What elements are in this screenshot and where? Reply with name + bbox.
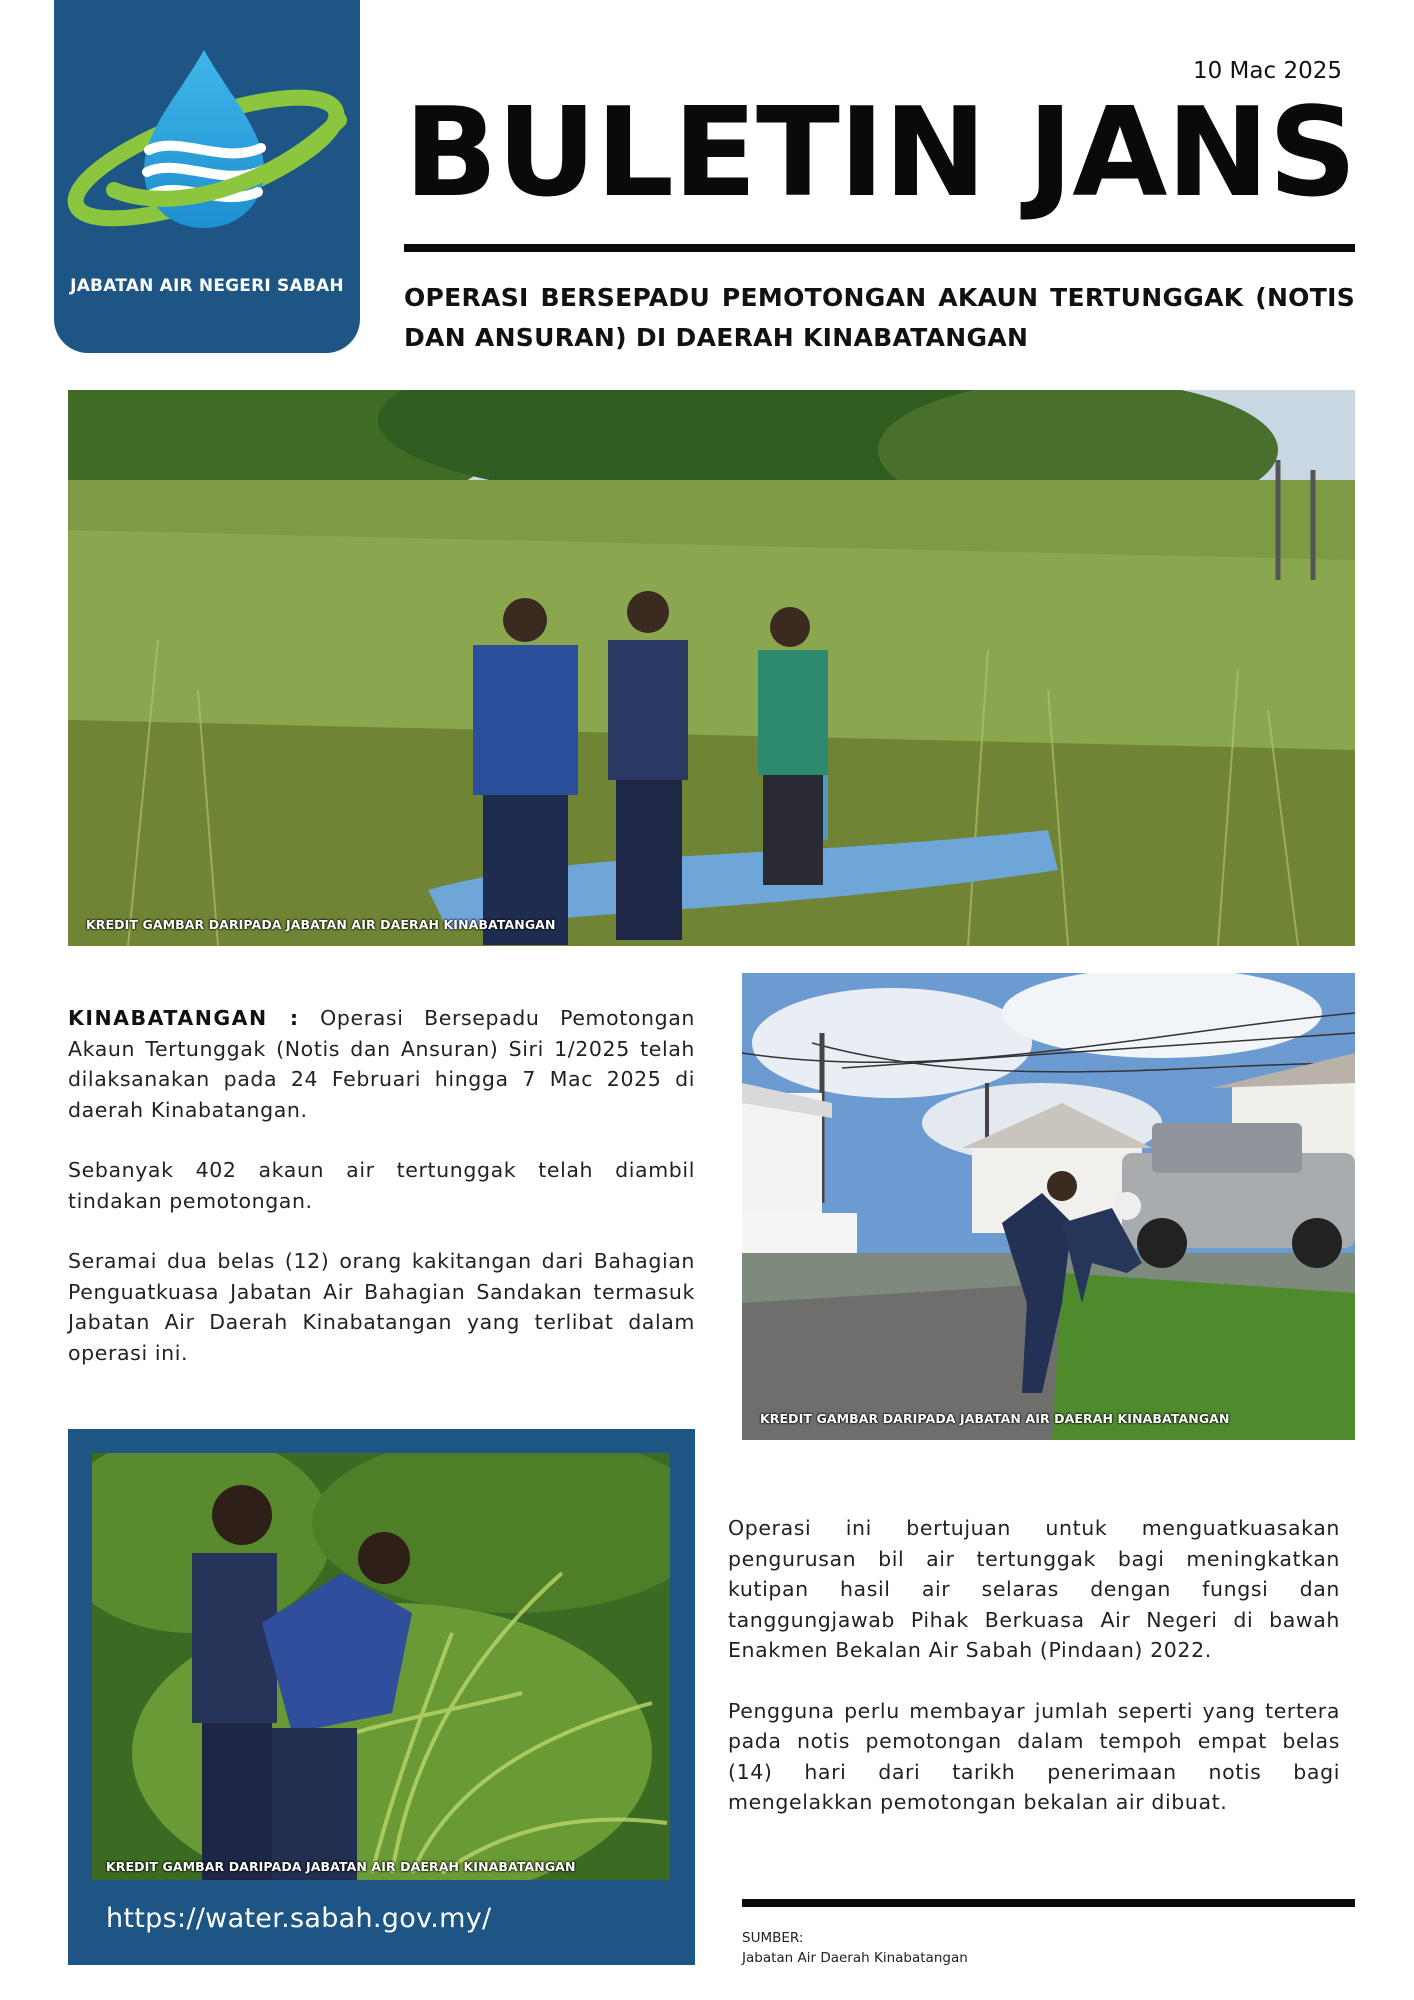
paragraph-accounts: Sebanyak 402 akaun air tertunggak telah diambil tindakan pemotongan. (68, 1158, 695, 1213)
paragraph-payment: Pengguna perlu membayar jumlah seperti yang tertera pada notis pemotongan dalam tempoh empat belas (14) hari dari tarikh penerimaan notis bagi mengelakkan pemotongan bekalan air dibuat. (728, 1698, 1340, 1814)
paragraph-intro-text: Operasi Bersepadu Pemotongan Akaun Tertunggak (Notis dan Ansuran) Siri 1/2025 telah dilaksanakan pada 24 Februari hingga 7 Mac 2025 di daerah Kinabatangan. (68, 1006, 695, 1122)
paragraph-intro (68, 1003, 695, 1125)
dateline: KINABATANGAN : (68, 1006, 300, 1030)
photo-credit: KREDIT GAMBAR DARIPADA JABATAN AIR DAERAH KINABATANGAN (760, 1411, 1230, 1426)
source-label: SUMBER: (742, 1930, 804, 1946)
logo-org-name: JABATAN AIR NEGERI SABAH (70, 276, 344, 296)
palm-photo (92, 1453, 670, 1880)
logo-panel (54, 0, 360, 353)
masthead-title: BULETIN JANS (404, 82, 1356, 225)
website-link[interactable]: https://water.sabah.gov.my/ (106, 1903, 492, 1934)
article-body-left (68, 1003, 695, 1398)
street-photo (742, 973, 1355, 1440)
paragraph-purpose: Operasi ini bertujuan untuk menguatkuasakan pengurusan bil air tertunggak bagi meningkatkan kutipan hasil air selaras dengan fungsi dan tanggungjawab Pihak Berkuasa Air Negeri di bawah Enakmen Bekalan Air Sabah (Pindaan) 2022. (728, 1516, 1340, 1662)
water-drop-logo-icon (54, 0, 360, 260)
article-body-right (728, 1513, 1340, 1848)
article-headline: OPERASI BERSEPADU PEMOTONGAN AKAUN TERTUNGGAK (NOTIS DAN ANSURAN) DI DAERAH KINABATANGAN (404, 283, 1355, 352)
photo-credit: KREDIT GAMBAR DARIPADA JABATAN AIR DAERAH KINABATANGAN (106, 1859, 576, 1874)
issue-date: 10 Mac 2025 (1192, 58, 1342, 84)
source-divider (742, 1899, 1355, 1907)
source-value: Jabatan Air Daerah Kinabatangan (742, 1950, 968, 1966)
paragraph-staff: Seramai dua belas (12) orang kakitangan dari Bahagian Penguatkuasa Jabatan Air Bahagian Sandakan termasuk Jabatan Air Daerah Kinabatangan yang terlibat dalam operasi ini. (68, 1249, 695, 1365)
masthead-divider (404, 244, 1355, 252)
main-photo (68, 390, 1355, 946)
photo-credit: KREDIT GAMBAR DARIPADA JABATAN AIR DAERAH KINABATANGAN (86, 917, 556, 932)
